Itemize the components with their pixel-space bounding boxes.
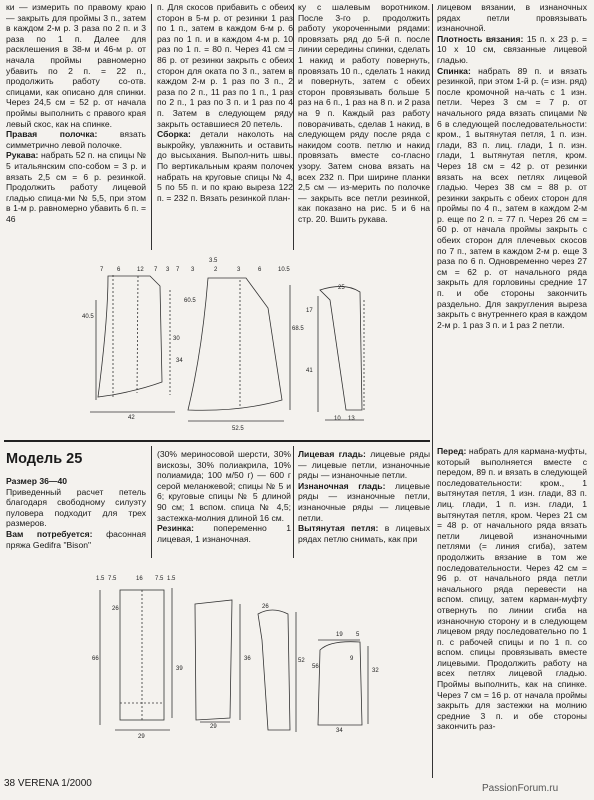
dim-label: 52 bbox=[298, 658, 305, 664]
heading-reverse-stockinette: Изнаночная гладь: bbox=[298, 480, 386, 491]
paragraph-text: попеременно 1 лицевая, 1 изнаночная. bbox=[157, 523, 291, 544]
paragraph: Приведенный расчет петель благодаря свободному силуэту пуловера подходит для трех размеров. bbox=[6, 486, 146, 529]
paragraph: лицевом вязании, в изнаночных рядах петли провязывать изнаночной. bbox=[437, 2, 587, 34]
heading-slipped-stitch: Вытянутая петля: bbox=[298, 523, 379, 534]
paragraph: п. Для скосов прибавить с обеих сторон в 5-м р. от резинки 1 раз по 1 п., затем в каждом 6-м р. 6 раз по 1 п. и в каждом 4-м р. 10 раз по 1 п. = 80 п. Через 41 см = 86 р. от резинки закрыть с обеих сторон для оката по 3 п., затем в каждом 2-м р. 1 раз по 3 п., 2 раза по 2 п., 11 раз по 1 п., 1 раз по 2 п., 1 раз по 3 п. и 1 раз по 4 п. Затем в следующем ряду закрыть оставшиеся 20 петель. bbox=[157, 2, 293, 129]
dim-label: 9 bbox=[350, 656, 354, 662]
dim-label: 3 bbox=[166, 267, 170, 273]
dim-label: 56 bbox=[312, 664, 319, 670]
dim-label: 16 bbox=[136, 576, 143, 582]
dim-label: 7.5 bbox=[108, 576, 117, 582]
model-title: Модель 25 bbox=[6, 451, 83, 467]
dim-label: 36 bbox=[244, 656, 251, 662]
dim-label: 29 bbox=[138, 734, 145, 740]
page-footer: 38 VERENA 1/2000 bbox=[4, 778, 92, 789]
dim-label: 32 bbox=[372, 668, 379, 674]
paragraph: ку с шалевым воротником. После 3-го р. продолжить работу укороченными рядами: провязать ряд до 5-й п. после линии середины спинки, сделать 1 накид и работу повернуть, провязать 10 п., сделать 1 накид и повернуть, затем с обеих сторон провязывать больше 5 раз на 6 п., 1 раз на 8 п. и 2 раза на 9 п. Каждый раз работу поворачивать, сделав 1 накид, в следующем ряду после ряда с накидом соотв. петлю и накид провязать вместе со-гласно узору. Затем снова вязать на всех 232 п. При ширине планки 2,5 см — из-мерить по полочке — закрыть все петли резинкой, как показано на рис. 5 и 6 на стр. 20. Вшить рукава. bbox=[298, 2, 430, 224]
schematic-pocket bbox=[318, 642, 362, 725]
paragraph-text: набрать 89 п. и вязать резинкой, при этом 1-й р. (= изн. ряд) после кромочной на-чать с 1 изн. петли. Через 3 см = 7 р. от начального ряда вязать спицами № 6 в следующей последовательности: кром., 1 вытянутая петля, 1 п. изн. глади, 83 п. лиц. глади, 1 п. изн. глади, 1 вытянутая петля, кром. Через 18 см = 42 р. от резинки вязать на всех петлях лицевой гладью. Через 38 см = 88 р. от резинки закрыть с обеих сторон для проймы по 4 п., затем в каждом 2-м р. еще по 2 п. = 77 п. Через 26 см = 60 р. от начала проймы закрыть с обеих сторон для плечевых скосов по 7 п., затем в каждом 2-м р. еще 3 раза по 6 п. Одновременно через 27 см = 62 р. от начального ряда закрыть для горловины средние 17 п. и обе стороны закончить раздельно. Для закругления выреза закрыть с внутреннего края в каждом 2-м р. 1 раз 3 п. и 1 раз 2 петли. bbox=[437, 65, 587, 330]
heading-front: Перед: bbox=[437, 446, 467, 456]
dim-label: 3.5 bbox=[209, 258, 218, 264]
dim-label: 7 bbox=[100, 267, 104, 273]
dim-label: 26 bbox=[262, 604, 269, 610]
dim-label: 26 bbox=[112, 606, 119, 612]
heading-rib: Резинка: bbox=[157, 523, 194, 534]
paragraph-text: вязать симметрично левой полочке. bbox=[6, 129, 146, 150]
dim-label: 3 bbox=[191, 267, 195, 273]
schematic-sleeve-lower bbox=[258, 610, 290, 730]
dim-label: 52.5 bbox=[232, 426, 244, 432]
schematic-sleeve bbox=[320, 286, 362, 410]
paragraph-text: набрать для кармана-муфты, который выполняется вместе с передом, 89 п. и вязать в следующей последовательности: кром., 1 вытянутая петля, 1 изн. глади, 83 п. лиц. глади, 1 п. изн. глади, 1 вытянутая петля, кром. Через 21 см = 48 р. от начального ряда вязать петли лицевой изнаночными петлями (= линия сгиба), затем продолжить вязание в том же последовательности. Через 42 см = 96 р. от начального ряда петли начального ряда перевести на вспом. спицу, затем карман-муфту отвернуть по линии сгиба на изнаночную сторону и в следующем лицевом ряду последовательно по 1 п. с рабочей спицы и по 1 п. со вспом. спицы провязывать вместе лицевыми. Продолжить работу на всех петлях лицевой гладью. Проймы выполнить, как на спинке. Через 7 см = 16 р. от начала проймы закрыть для застежки на молнию средние 3 п. и обе стороны закончить раз- bbox=[437, 446, 588, 732]
dim-label: 19 bbox=[336, 632, 343, 638]
paragraph: (30% мериносовой шерсти, 30% вискозы, 30% полиакрила, 10% полиамида; 100 м/50 г) — 600 г серой меланжевой; спицы № 5 и 6; круговые спицы № 5 длиной 90 см; 1 вспом. спица № 4,5; застежка-молния длиной 16 см. bbox=[157, 449, 291, 523]
dim-label: 66 bbox=[92, 656, 99, 662]
dim-label: 13 bbox=[348, 416, 355, 422]
dim-label: 1.5 bbox=[96, 576, 105, 582]
dim-label: 2 bbox=[214, 267, 218, 273]
dim-label: 60.5 bbox=[184, 298, 196, 304]
dim-label: 25 bbox=[338, 285, 345, 291]
heading-stockinette: Лицевая гладь: bbox=[298, 449, 366, 459]
dim-label: 10 bbox=[334, 416, 341, 422]
dim-label: 40.5 bbox=[82, 314, 94, 320]
paragraph-text: в лицевых рядах петлю снимать, как при bbox=[298, 523, 431, 544]
paragraph-text: лицевые ряды — изнаночные петли, изнаночные ряды — лицевые петли. bbox=[298, 480, 430, 523]
dim-label: 6 bbox=[258, 267, 262, 273]
dim-label: 3 bbox=[237, 267, 241, 273]
dim-label: 39 bbox=[176, 666, 183, 672]
paragraph-text: детали наколоть на выкройку, увлажнить и оставить до высыхания. Выпол-нить швы. По вертикальным краям полочек набрать на круговые спицы № 4, 5 по 55 п. и по краю выреза 122 п. = 232 п. Вязать резинкой план- bbox=[157, 129, 293, 203]
schematic-back bbox=[188, 278, 282, 410]
dim-label: 7 bbox=[154, 267, 158, 273]
dim-label: 41 bbox=[306, 368, 313, 374]
size-title: Размер 36—40 bbox=[6, 476, 68, 486]
dim-label: 34 bbox=[336, 728, 343, 734]
dim-label: 7.5 bbox=[155, 576, 164, 582]
paragraph-text: фасонная пряжа Gedifra "Bison" bbox=[6, 528, 147, 550]
dim-label: 7 bbox=[176, 267, 180, 273]
dim-label: 6 bbox=[117, 267, 121, 273]
heading-back: Спинка: bbox=[437, 65, 471, 76]
paragraph-text: лицевые ряды — лицевые петли, изнаночные ряды — изнаночные петли. bbox=[298, 449, 430, 481]
dim-label: 68.5 bbox=[292, 326, 304, 332]
heading-gauge: Плотность вязания: bbox=[437, 33, 524, 44]
heading-left-front: Правая полочка: bbox=[6, 129, 98, 140]
dim-label: 12 bbox=[137, 267, 144, 273]
dim-label: 17 bbox=[306, 308, 313, 314]
dim-label: 30 bbox=[173, 336, 180, 342]
dim-label: 1.5 bbox=[167, 576, 176, 582]
heading-assembly: Сборка: bbox=[157, 129, 191, 140]
heading-materials: Вам потребуется: bbox=[6, 528, 93, 539]
dim-label: 29 bbox=[210, 724, 217, 730]
schematic-front-left bbox=[98, 276, 162, 397]
dim-label: 5 bbox=[356, 632, 360, 638]
dim-label: 10.5 bbox=[278, 267, 290, 273]
dim-label: 42 bbox=[128, 415, 135, 421]
schematic-body-back bbox=[195, 600, 232, 720]
paragraph-text: набрать 52 п. на спицы № 5 итальянским спо-собом = 3 р. и вязать 2,5 см = 6 р. резинкой. Продолжить работу лицевой гладью спица-ми № 5,5, при этом в 1-м р. равномерно убавить 6 п. = 46 bbox=[6, 150, 146, 224]
paragraph: ки — измерить по правому краю — закрыть для проймы 3 п., затем в каждом 2-м р. 3 раза по 2 п. и 3 раза по 1 п. Далее для расклешения в 38-м и 46-м р. от начала проймы равномерно убавить по 2 п. = 22 п., продолжить работу со-отв. спицами, как описано для спинки. Через 24,5 см = 52 р. от начала проймы выполнить с правого края левый скос, как на спинке. bbox=[6, 2, 146, 129]
watermark: PassionForum.ru bbox=[482, 783, 559, 794]
dim-label: 34 bbox=[176, 358, 183, 364]
heading-sleeves: Рукава: bbox=[6, 150, 39, 161]
paragraph-text: 15 п. х 23 р. = 10 х 10 см, связанные лицевой гладью. bbox=[437, 33, 587, 65]
